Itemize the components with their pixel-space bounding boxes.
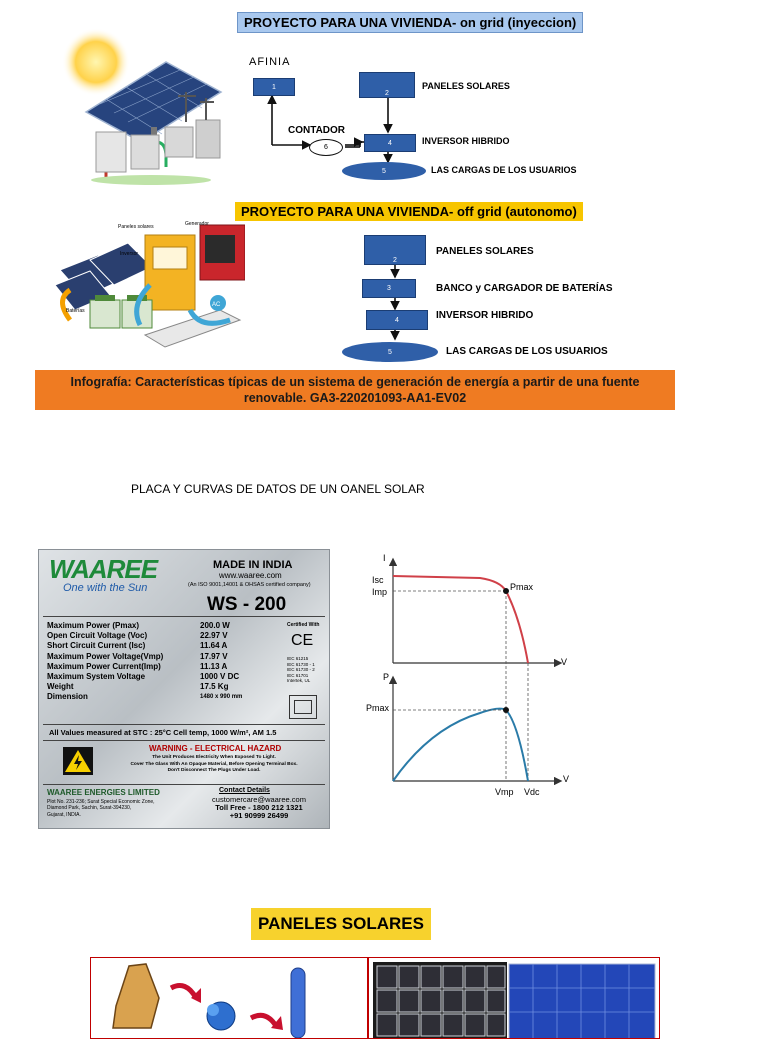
banner-line-2: renovable. GA3-220201093-AA1-EV02 [243, 391, 467, 405]
node-afinia: 1 [253, 78, 295, 96]
pv-curve [393, 709, 528, 781]
junction-box-icon [289, 695, 317, 719]
cargas-label: LAS CARGAS DE LOS USUARIOS [431, 165, 577, 175]
warning-text: The Unit Produces Electricity When Exposed To Light. Cover The Glass With An Opaque Material, Before Opening Terminal Box. Don't Disconnect The Plugs Under Load. [130, 755, 298, 773]
banner-line-1: Infografía: Características típicas de un sistema de generación de energía a partir de una fuente [70, 375, 640, 389]
warning-title: WARNING - ELECTRICAL HAZARD [149, 744, 282, 753]
panel-types-box [368, 957, 660, 1039]
infografia-banner [35, 370, 675, 410]
pmax-left-label: Pmax [366, 703, 390, 713]
ce-mark: CE [291, 632, 314, 649]
brand-logo: WAAREE [49, 554, 158, 584]
svg-text:Generador: Generador [185, 221, 209, 227]
iso-note: (An ISO 9001,14001 & OHSAS certified company) [188, 582, 311, 588]
model: WS - 200 [207, 594, 287, 615]
company-address: Plot No. 231-236; Surat Special Economic Zone, Diamond Park, Sachin, Surat-394230, Gujarat, INDIA. [47, 799, 155, 818]
vmp-label: Vmp [495, 787, 514, 797]
off-cargas-label: LAS CARGAS DE LOS USUARIOS [446, 346, 608, 357]
spec-row: Maximum Power Voltage(Vmp) 17.97 V [47, 651, 228, 661]
spec-row: Maximum Power (Pmax) 200.0 W [47, 621, 230, 630]
website: www.waaree.com [219, 571, 282, 580]
off-paneles-label: PANELES SOLARES [436, 246, 534, 257]
paneles-title: PANELES SOLARES [251, 908, 431, 940]
silicon-process-illustration [91, 958, 367, 1038]
i-axis-label: I [383, 553, 386, 563]
spec-list [47, 621, 242, 703]
svg-text:Paneles solares: Paneles solares [118, 224, 154, 230]
waaree-nameplate [38, 549, 330, 829]
paneles-label: PANELES SOLARES [422, 81, 510, 91]
node-off-cargas: 5 [342, 342, 438, 362]
company-name: WAAREE ENERGIES LIMITED [47, 788, 160, 797]
off-grid-illustration [50, 215, 245, 365]
vdc-label: Vdc [524, 787, 540, 797]
silicon-process-box [90, 957, 368, 1039]
off-banco-label: BANCO y CARGADOR DE BATERÍAS [436, 283, 613, 294]
contact-title: Contact Details [219, 787, 270, 794]
node-inversor: 4 [364, 134, 416, 152]
spec-row: Maximum System Voltage 1000 V DC [47, 672, 240, 682]
imp-label: Imp [372, 587, 388, 597]
panel-types-illustration [369, 958, 659, 1038]
spec-row: Open Circuit Voltage (Voc) 22.97 V [47, 631, 228, 641]
on-grid-title: PROYECTO PARA UNA VIVIENDA- on grid (inyeccion) [237, 12, 583, 33]
spec-row: Short Circuit Current (Isc) 11.64 A [47, 641, 228, 651]
afinia-label: AFINIA [249, 56, 291, 68]
iv-pv-curves [360, 548, 580, 800]
inversor-label: INVERSOR HIBRIDO [422, 136, 510, 146]
pmax-point-top [503, 588, 509, 594]
contact-details: customercare@waaree.com Toll Free - 1800 212 1321 +91 90999 26499 [212, 795, 306, 820]
hazard-icon [63, 747, 93, 775]
spec-row: Maximum Power Current(Imp) 11.13 A [47, 661, 228, 671]
off-grid-title: PROYECTO PARA UNA VIVIENDA- off grid (autonomo) [235, 202, 583, 221]
pmax-top-label: Pmax [510, 582, 534, 592]
v-bottom-label: V [563, 774, 570, 784]
svg-text:Baterías: Baterías [66, 308, 85, 314]
node-off-banco: 3 [362, 279, 416, 298]
brand-tagline: One with the Sun [63, 582, 148, 594]
certified-with: Certified With [287, 622, 320, 628]
v-top-label: V [561, 657, 568, 667]
node-cargas: 5 [342, 162, 426, 180]
stc-note: All Values measured at STC : 25°C Cell temp, 1000 W/m², AM 1.5 [49, 728, 277, 737]
on-grid-illustration [56, 22, 226, 187]
iec-list: IEC 61215 IEC 61730 - 1 IEC 61730 - 2 IEC 61701 Intertek, UL [287, 656, 315, 683]
spec-row: Dimension 1480 x 990 mm [47, 692, 243, 702]
contador-label: CONTADOR [288, 125, 346, 136]
p-axis-label: P [383, 672, 390, 682]
arrow-icon [171, 986, 196, 998]
arrow-icon-2 [251, 1015, 276, 1026]
node-paneles: 2 [359, 72, 415, 98]
svg-text:Inversor: Inversor [120, 251, 139, 257]
isc-label: Isc [372, 575, 384, 585]
node-off-paneles: 2 [364, 235, 426, 265]
made-in: MADE IN INDIA [213, 559, 293, 571]
placa-title: PLACA Y CURVAS DE DATOS DE UN OANEL SOLAR [131, 482, 425, 496]
node-off-inversor: 4 [366, 310, 428, 330]
spec-row: Weight 17.5 Kg [47, 682, 229, 692]
pmax-point-bottom [503, 707, 509, 713]
node-contador: 6 [309, 139, 343, 156]
ac-label: AC [212, 302, 221, 308]
off-inversor-label: INVERSOR HIBRIDO [436, 310, 534, 321]
